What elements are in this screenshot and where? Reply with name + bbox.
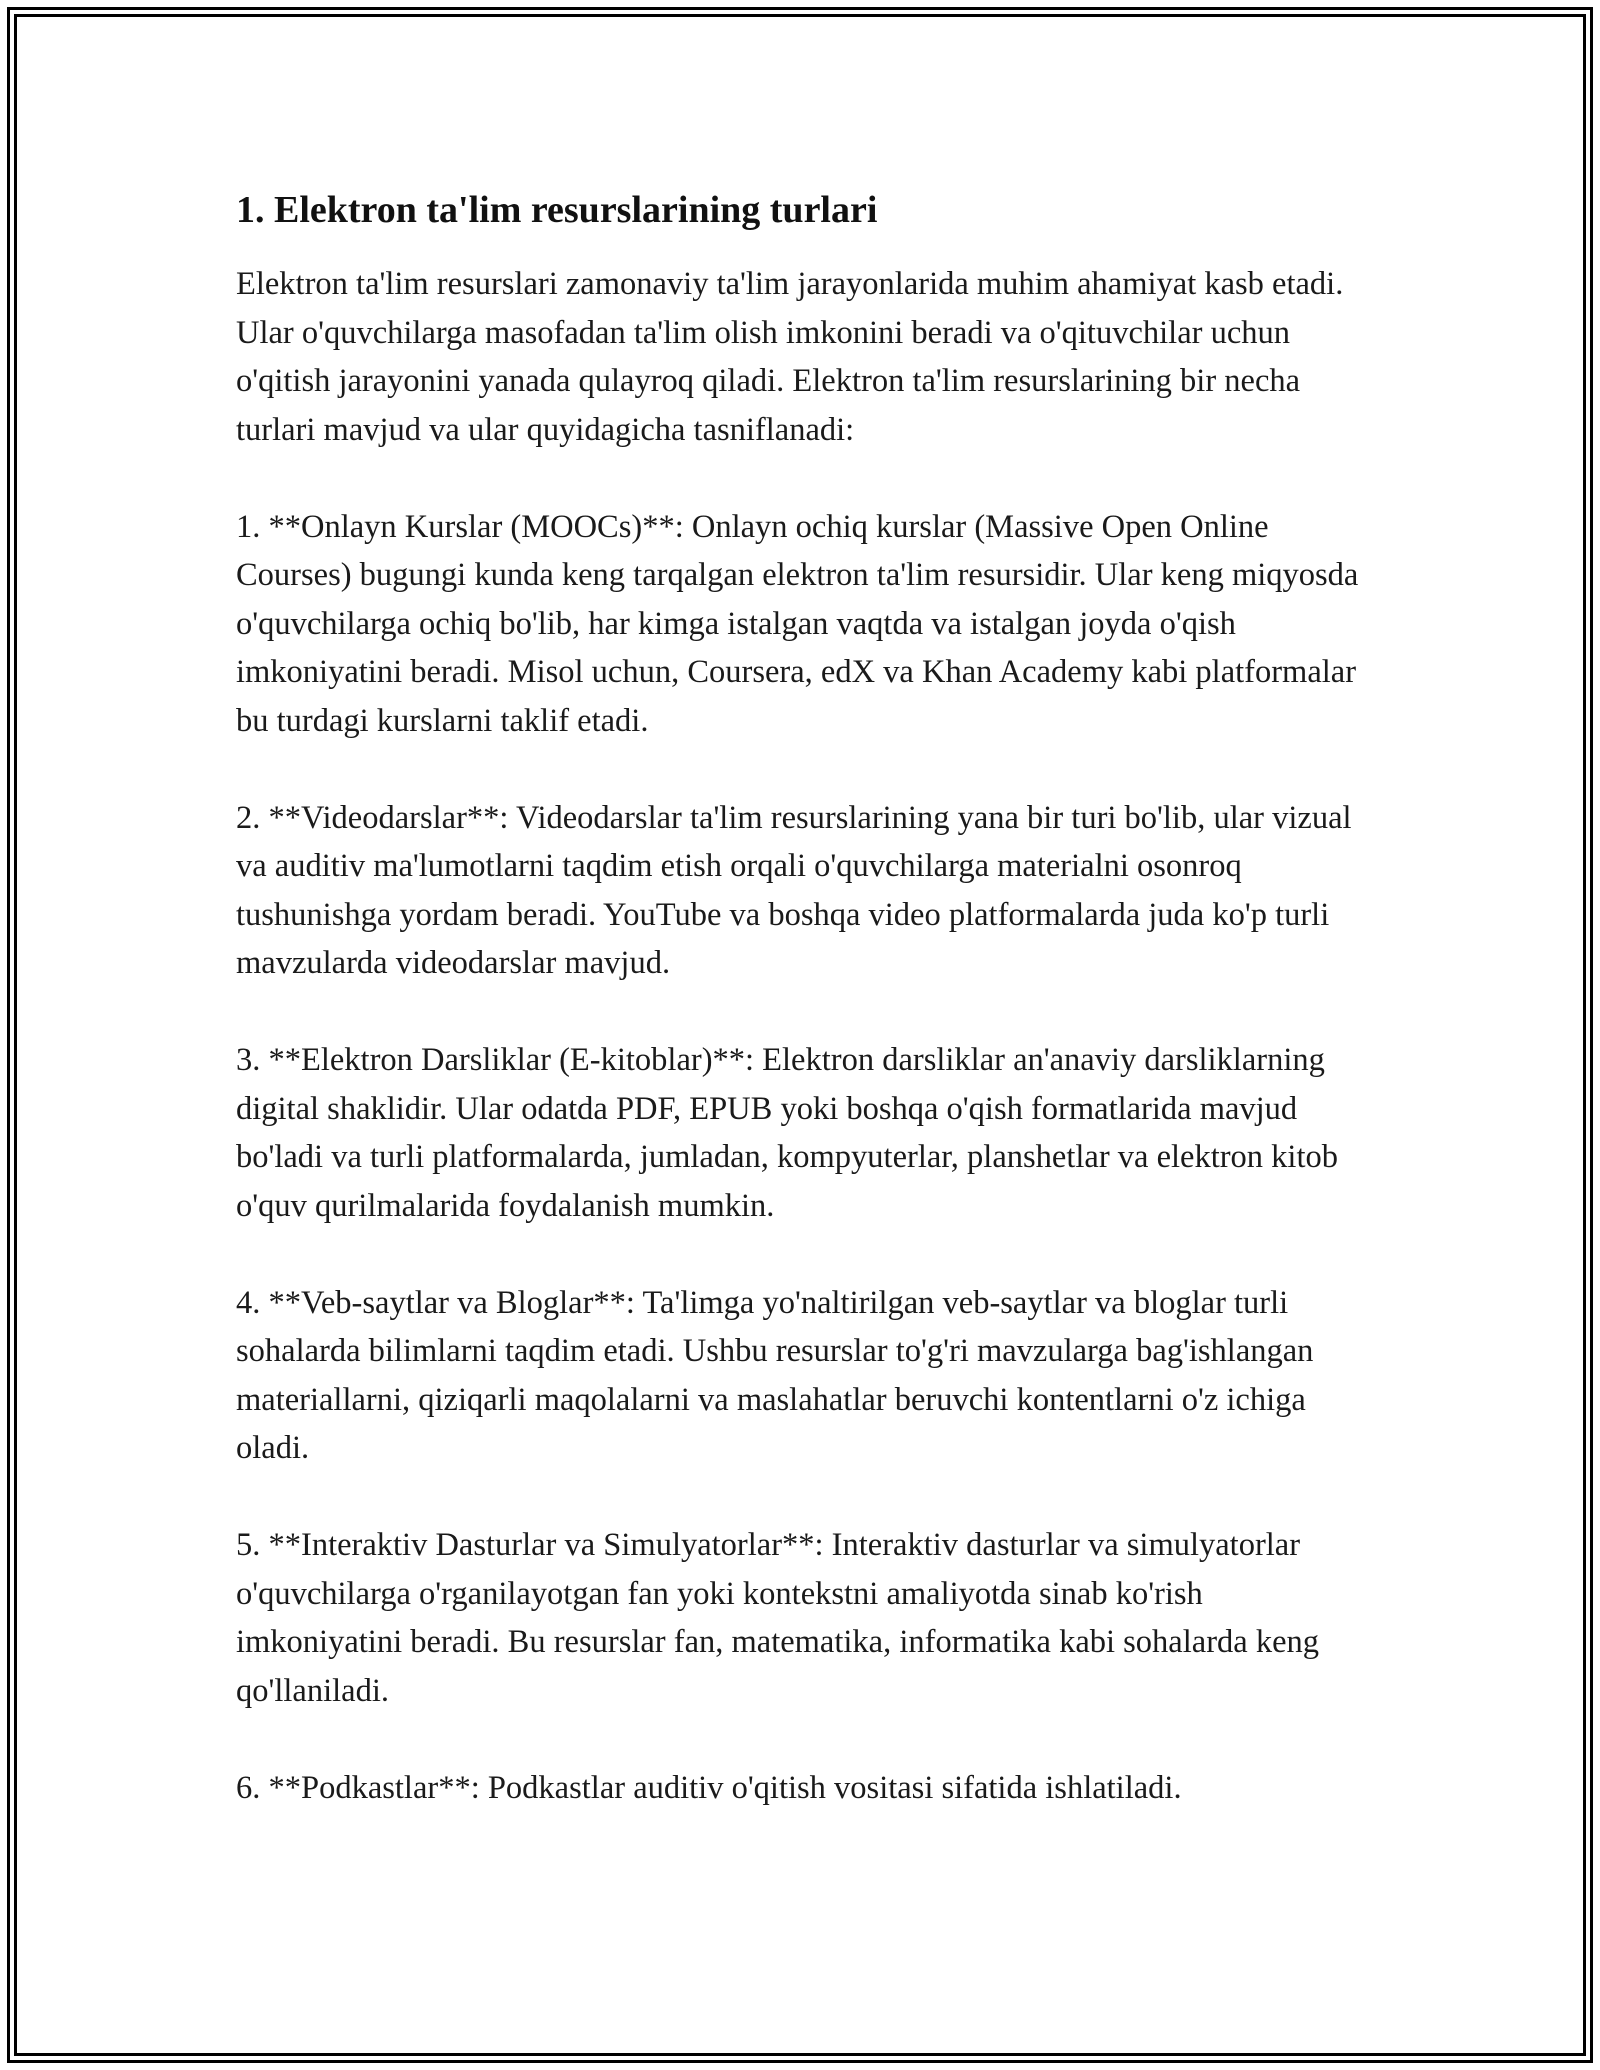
section-title: 1. Elektron ta'lim resurslarining turlari: [236, 189, 878, 231]
list-item-interaktiv-dasturlar: 5. **Interaktiv Dasturlar va Simulyatorlar**: Interaktiv dasturlar va simulyatorlar o'quvchilarga o'rganilayotgan fan yoki kontekstni amaliyotda sinab ko'rish imkoniyatini beradi. Bu resurslar fan, matematika, informatika kabi sohalarda keng qo'llaniladi.: [236, 1527, 1319, 1709]
list-item-moocs: 1. **Onlayn Kurslar (MOOCs)**: Onlayn ochiq kurslar (Massive Open Online Courses) bugungi kunda keng tarqalgan elektron ta'lim resursidir. Ular keng miqyosda o'quvchilarga ochiq bo'lib, har kimga istalgan vaqtda va istalgan joyda o'qish imkoniyatini beradi. Misol uchun, Coursera, edX va Khan Academy kabi platformalar bu turdagi kurslarni taklif etadi.: [236, 508, 1359, 739]
document-body: [236, 186, 1366, 1812]
intro-paragraph: Elektron ta'lim resurslari zamonaviy ta'lim jarayonlarida muhim ahamiyat kasb etadi. Ular o'quvchilarga masofadan ta'lim olish imkonini beradi va o'qituvchilar uchun o'qitish jarayonini yanada qulayroq qiladi. Elektron ta'lim resurslarining bir necha turlari mavjud va ular quyidagicha tasniflanadi:: [236, 266, 1344, 448]
list-item-videodarslar: 2. **Videodarslar**: Videodarslar ta'lim resurslarining yana bir turi bo'lib, ular vizual va auditiv ma'lumotlarni taqdim etish orqali o'quvchilarga materialni osonroq tushunishga yordam beradi. YouTube va boshqa video platformalarda juda ko'p turli mavzularda videodarslar mavjud.: [236, 799, 1352, 981]
list-item-elektron-darsliklar: 3. **Elektron Darsliklar (E-kitoblar)**: Elektron darsliklar an'anaviy darsliklarning digital shaklidir. Ular odatda PDF, EPUB yoki boshqa o'qish formatlarida mavjud bo'ladi va turli platformalarda, jumladan, kompyuterlar, planshetlar va elektron kitob o'quv qurilmalarida foydalanish mumkin.: [236, 1042, 1338, 1224]
list-item-veb-saytlar: 4. **Veb-saytlar va Bloglar**: Ta'limga yo'naltirilgan veb-saytlar va bloglar turli sohalarda bilimlarni taqdim etadi. Ushbu resurslar to'g'ri mavzularga bag'ishlangan materiallarni, qiziqarli maqolalarni va maslahatlar beruvchi kontentlarni o'z ichiga oladi.: [236, 1284, 1314, 1466]
list-item-podkastlar: 6. **Podkastlar**: Podkastlar auditiv o'qitish vositasi sifatida ishlatiladi.: [236, 1769, 1182, 1806]
